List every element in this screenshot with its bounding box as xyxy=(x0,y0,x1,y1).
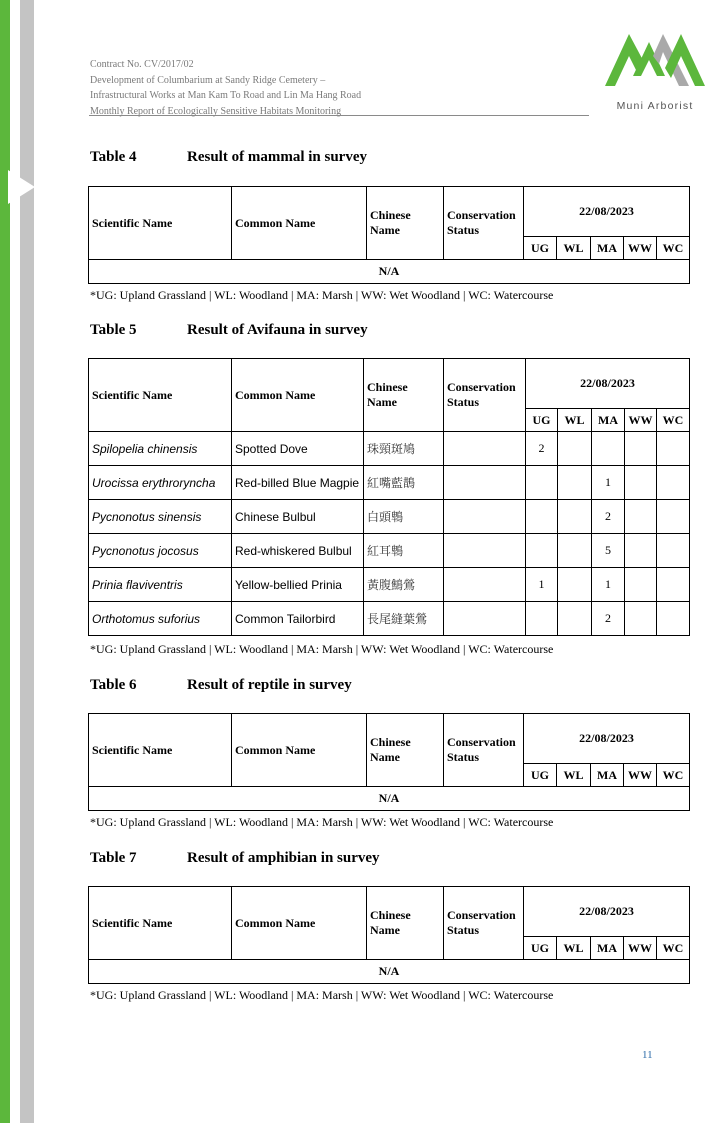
company-logo xyxy=(603,20,707,116)
header-chinese-name: Chinese Name xyxy=(367,887,444,960)
na-cell: N/A xyxy=(89,787,690,811)
header-habitat-wc: WC xyxy=(657,764,690,787)
count-ma: 2 xyxy=(592,500,625,534)
left-green-stripe xyxy=(0,0,10,1123)
header-line: Infrastructural Works at Man Kam To Road and Lin Ma Hang Road xyxy=(90,90,362,101)
header-scientific-name: Scientific Name xyxy=(89,187,232,260)
chinese-name-cell: 紅耳鵯 xyxy=(364,534,444,568)
header-habitat-wc: WC xyxy=(657,237,690,260)
count-wc xyxy=(657,568,690,602)
common-name-cell: Chinese Bulbul xyxy=(232,500,364,534)
count-wl xyxy=(558,568,592,602)
header-scientific-name: Scientific Name xyxy=(89,714,232,787)
count-ww xyxy=(625,534,657,568)
count-ug: 2 xyxy=(526,432,558,466)
count-ww xyxy=(625,500,657,534)
header-scientific-name: Scientific Name xyxy=(89,887,232,960)
count-wl xyxy=(558,500,592,534)
scientific-name-cell: Urocissa erythroryncha xyxy=(89,466,232,500)
avifauna-table xyxy=(88,358,690,636)
conservation-cell xyxy=(444,568,526,602)
na-cell: N/A xyxy=(89,960,690,984)
header-line: Monthly Report of Ecologically Sensitive Habitats Monitoring xyxy=(90,105,342,117)
count-wl xyxy=(558,432,592,466)
header-chinese-name: Chinese Name xyxy=(367,714,444,787)
count-ma: 1 xyxy=(592,568,625,602)
table-row xyxy=(89,602,690,636)
count-ug xyxy=(526,466,558,500)
count-ww xyxy=(625,568,657,602)
chinese-name-cell: 紅嘴藍鵲 xyxy=(364,466,444,500)
stripe-notch xyxy=(8,170,35,204)
header-conservation-status: Conservation Status xyxy=(444,887,524,960)
count-ma: 2 xyxy=(592,602,625,636)
count-wl xyxy=(558,466,592,500)
count-wc xyxy=(657,500,690,534)
common-name-cell: Common Tailorbird xyxy=(232,602,364,636)
conservation-cell xyxy=(444,602,526,636)
na-cell: N/A xyxy=(89,260,690,284)
header-habitat-ma: MA xyxy=(591,937,624,960)
header-habitat-ma: MA xyxy=(591,237,624,260)
header-common-name: Common Name xyxy=(232,714,367,787)
page-number: 11 xyxy=(642,1049,653,1061)
header-habitat-ug: UG xyxy=(526,409,558,432)
count-ma xyxy=(592,432,625,466)
count-ug xyxy=(526,500,558,534)
count-ww xyxy=(625,432,657,466)
header-common-name: Common Name xyxy=(232,187,367,260)
count-wc xyxy=(657,432,690,466)
chinese-name-cell: 長尾縫葉鶯 xyxy=(364,602,444,636)
header-survey-date: 22/08/2023 xyxy=(526,359,690,409)
logo-wordmark: Muni Arborist xyxy=(616,100,694,112)
header-habitat-wl: WL xyxy=(557,237,591,260)
header-habitat-ma: MA xyxy=(591,764,624,787)
left-gray-stripe xyxy=(20,0,34,1123)
header-conservation-status: Conservation Status xyxy=(444,714,524,787)
habitat-footnote: *UG: Upland Grassland | WL: Woodland | MA: Marsh | WW: Wet Woodland | WC: Watercourse xyxy=(90,988,554,1002)
table-number: Table 7 xyxy=(90,850,137,866)
scientific-name-cell: Orthotomus suforius xyxy=(89,602,232,636)
table-title: Result of amphibian in survey xyxy=(187,850,380,866)
count-wl xyxy=(558,602,592,636)
count-ww xyxy=(625,466,657,500)
header-common-name: Common Name xyxy=(232,887,367,960)
header-chinese-name: Chinese Name xyxy=(367,187,444,260)
count-wl xyxy=(558,534,592,568)
header-common-name: Common Name xyxy=(232,359,364,432)
common-name-cell: Spotted Dove xyxy=(232,432,364,466)
amphibian-table xyxy=(88,886,690,984)
conservation-cell xyxy=(444,500,526,534)
habitat-footnote: *UG: Upland Grassland | WL: Woodland | MA: Marsh | WW: Wet Woodland | WC: Watercourse xyxy=(90,815,554,829)
header-habitat-ug: UG xyxy=(524,937,557,960)
scientific-name-cell: Spilopelia chinensis xyxy=(89,432,232,466)
header-habitat-ma: MA xyxy=(592,409,625,432)
logo-mark-icon xyxy=(603,20,707,98)
count-wc xyxy=(657,602,690,636)
scientific-name-cell: Prinia flaviventris xyxy=(89,568,232,602)
header-habitat-ug: UG xyxy=(524,764,557,787)
count-ug: 1 xyxy=(526,568,558,602)
habitat-footnote: *UG: Upland Grassland | WL: Woodland | MA: Marsh | WW: Wet Woodland | WC: Watercourse xyxy=(90,288,554,302)
habitat-footnote: *UG: Upland Grassland | WL: Woodland | MA: Marsh | WW: Wet Woodland | WC: Watercourse xyxy=(90,642,554,656)
table-title: Result of reptile in survey xyxy=(187,677,352,693)
chinese-name-cell: 珠頸斑鳩 xyxy=(364,432,444,466)
header-survey-date: 22/08/2023 xyxy=(524,887,690,937)
table-number: Table 6 xyxy=(90,677,137,693)
header-habitat-ww: WW xyxy=(624,764,657,787)
header-habitat-wl: WL xyxy=(558,409,592,432)
header-habitat-wl: WL xyxy=(557,764,591,787)
count-wc xyxy=(657,466,690,500)
header-habitat-wc: WC xyxy=(657,937,690,960)
chinese-name-cell: 白頭鵯 xyxy=(364,500,444,534)
count-ma: 5 xyxy=(592,534,625,568)
scientific-name-cell: Pycnonotus jocosus xyxy=(89,534,232,568)
header-habitat-ww: WW xyxy=(624,237,657,260)
table-title: Result of Avifauna in survey xyxy=(187,322,368,338)
table-row xyxy=(89,466,690,500)
chinese-name-cell: 黃腹鷦鶯 xyxy=(364,568,444,602)
table-caption xyxy=(90,850,380,867)
reptile-table xyxy=(88,713,690,811)
count-ww xyxy=(625,602,657,636)
header-habitat-wl: WL xyxy=(557,937,591,960)
table-caption xyxy=(90,677,352,694)
header-divider xyxy=(89,115,589,116)
common-name-cell: Red-whiskered Bulbul xyxy=(232,534,364,568)
table-row xyxy=(89,432,690,466)
conservation-cell xyxy=(444,432,526,466)
conservation-cell xyxy=(444,466,526,500)
count-wc xyxy=(657,534,690,568)
mammal-table xyxy=(88,186,690,284)
header-line: Development of Columbarium at Sandy Ridge Cemetery – xyxy=(90,74,326,86)
header-conservation-status: Conservation Status xyxy=(444,187,524,260)
header-survey-date: 22/08/2023 xyxy=(524,187,690,237)
table-row xyxy=(89,568,690,602)
header-conservation-status: Conservation Status xyxy=(444,359,526,432)
table-row xyxy=(89,500,690,534)
table-title: Result of mammal in survey xyxy=(187,149,367,165)
header-habitat-ww: WW xyxy=(625,409,657,432)
table-number: Table 4 xyxy=(90,149,137,165)
header-habitat-ug: UG xyxy=(524,237,557,260)
header-habitat-ww: WW xyxy=(624,937,657,960)
count-ma: 1 xyxy=(592,466,625,500)
table-row xyxy=(89,534,690,568)
header-line: Contract No. CV/2017/02 xyxy=(90,59,194,70)
table-number: Table 5 xyxy=(90,322,137,338)
table-caption xyxy=(90,322,368,339)
table-caption xyxy=(90,149,367,166)
header-habitat-wc: WC xyxy=(657,409,690,432)
conservation-cell xyxy=(444,534,526,568)
header-chinese-name: Chinese Name xyxy=(364,359,444,432)
header-scientific-name: Scientific Name xyxy=(89,359,232,432)
document-header xyxy=(90,57,588,119)
common-name-cell: Yellow-bellied Prinia xyxy=(232,568,364,602)
common-name-cell: Red-billed Blue Magpie xyxy=(232,466,364,500)
count-ug xyxy=(526,602,558,636)
count-ug xyxy=(526,534,558,568)
header-survey-date: 22/08/2023 xyxy=(524,714,690,764)
scientific-name-cell: Pycnonotus sinensis xyxy=(89,500,232,534)
